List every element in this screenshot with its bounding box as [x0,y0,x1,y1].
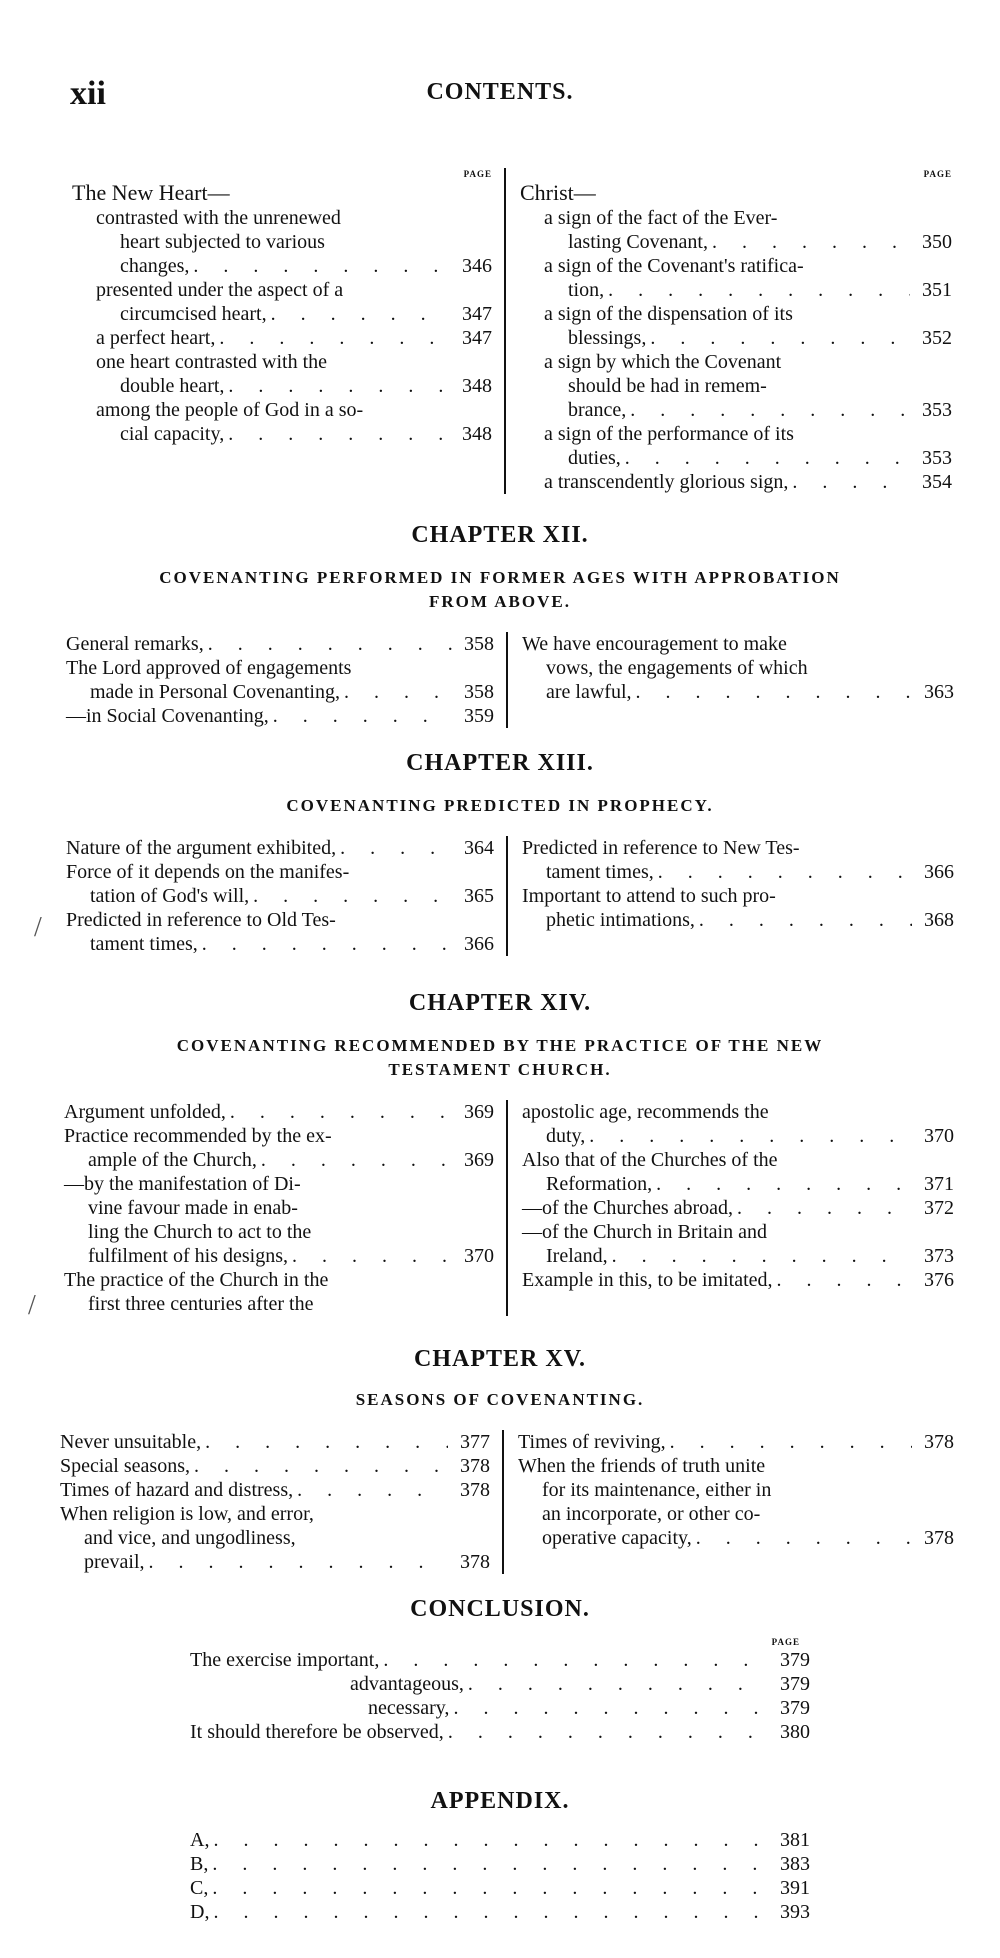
toc-entry-text: vows, the engagements of which [546,657,808,679]
toc-entry-text: Times of reviving, [518,1431,666,1453]
toc-entry-page: 363 [924,681,954,703]
toc-entry [522,836,954,884]
toc-entry-page: 353 [922,447,952,469]
toc-entry-line [64,1172,494,1196]
chapter-title: CHAPTER XIII. [406,750,594,776]
toc-entry-text: and vice, and ungodliness, [84,1527,296,1549]
toc-entry-text: duties, [568,447,621,469]
section-ch15 [60,1430,952,1574]
toc-entry-line [72,398,492,422]
toc-entry [66,860,494,908]
toc-entry-line [520,350,952,374]
toc-entry-text: heart subjected to various [120,231,325,253]
toc-entry-text: Nature of the argument exhibited, [66,837,337,859]
toc-entry-page: 378 [460,1551,490,1573]
toc-entry-text: circumcised heart, [120,303,267,325]
chapter-subtitle: FROM ABOVE. [429,592,571,611]
toc-entry-line [66,704,494,728]
toc-entry-line [522,656,954,680]
toc-entry-line [72,230,492,254]
ch12-right-column [506,632,954,728]
toc-entry-page: 347 [462,303,492,325]
appendix-list [190,1828,810,1924]
toc-entry-text: a sign of the Covenant's ratifica- [544,255,804,277]
toc-entry-line [64,1196,494,1220]
margin-mark: / [28,1290,36,1321]
chapter-title: CHAPTER XV. [414,1346,586,1372]
toc-entry-line [518,1502,954,1526]
toc-entry-line [60,1478,490,1502]
toc-entry-line [522,1244,954,1268]
toc-entry-line [520,230,952,254]
entry-list [66,632,494,728]
toc-entry-text: tament times, [546,861,654,883]
toc-entry-text: vine favour made in enab- [88,1197,298,1219]
chapter-subtitle: COVENANTING PERFORMED IN FORMER AGES WITH APPROBATION [159,568,841,587]
entry-list [522,632,954,704]
toc-entry-line [66,680,494,704]
appendix-item: B, . . . 383 [190,1852,810,1876]
toc-entry-line [522,1268,954,1292]
toc-entry-line [520,398,952,422]
toc-entry-line [520,326,952,350]
toc-entry-line [60,1502,490,1526]
toc-entry [520,422,952,470]
toc-entry-line [72,350,492,374]
toc-entry-text: should be had in remem- [568,375,767,397]
toc-entry-page: 358 [464,633,494,655]
entry-list [518,1430,954,1550]
toc-entry-line [522,836,954,860]
entry-list [64,1100,494,1316]
toc-entry-line [72,302,492,326]
toc-entry-line [522,1172,954,1196]
toc-entry-page: 364 [464,837,494,859]
toc-entry-line [60,1454,490,1478]
toc-entry-page: 359 [464,705,494,727]
toc-entry-page: 350 [922,231,952,253]
toc-entry [64,1268,494,1316]
ch12-left-column [66,632,506,728]
toc-entry-text: ample of the Church, [88,1149,257,1171]
toc-entry-text: —of the Churches abroad, [522,1197,734,1219]
conclusion-item: advantageous, . . . 379 [190,1672,810,1696]
toc-entry-text: made in Personal Covenanting, [90,681,340,703]
toc-entry [66,908,494,956]
toc-entry-text: first three centuries after the [88,1293,314,1315]
toc-entry [66,836,494,860]
toc-entry-line [520,470,952,494]
toc-entry-text: tation of God's will, [90,885,250,907]
toc-entry-text: among the people of God in a so- [96,399,364,421]
top-left-column [72,168,504,494]
toc-entry [522,1196,954,1220]
toc-entry-text: a perfect heart, [96,327,216,349]
appendix-title: APPENDIX. [430,1788,570,1814]
toc-entry-line [520,254,952,278]
toc-entry-line [64,1292,494,1316]
toc-entry-text: —in Social Covenanting, [66,705,269,727]
toc-entry [522,1148,954,1196]
appendix-item: A, . . . 381 [190,1828,810,1852]
toc-entry-text: one heart contrasted with the [96,351,328,373]
page-column-label: PAGE [771,1637,800,1647]
section-ch13 [66,836,952,956]
toc-entry-line [518,1430,954,1454]
toc-entry-text: prevail, [84,1551,145,1573]
entry-heading: Christ— [520,180,596,205]
toc-entry-text: Also that of the Churches of the [522,1149,778,1171]
toc-entry-line [72,422,492,446]
toc-entry-text: are lawful, [546,681,632,703]
toc-entry [72,350,492,398]
toc-entry-page: 369 [464,1149,494,1171]
toc-entry-text: tion, [568,279,605,301]
toc-entry-text: a sign of the dispensation of its [544,303,793,325]
toc-entry-line [518,1478,954,1502]
conclusion-item: The exercise important, . . . 379 [190,1648,810,1672]
toc-entry-page: 366 [924,861,954,883]
page-header [60,75,940,115]
toc-entry-text: Example in this, to be imitated, [522,1269,773,1291]
toc-entry-line [518,1526,954,1550]
toc-entry-text: ling the Church to act to the [88,1221,312,1243]
section-top [72,168,952,494]
toc-entry-page: 377 [460,1431,490,1453]
toc-entry-line [522,1148,954,1172]
toc-entry-text: Never unsuitable, [60,1431,202,1453]
toc-entry-line [72,278,492,302]
toc-entry-text: Times of hazard and distress, [60,1479,294,1501]
toc-entry-text: a sign of the fact of the Ever- [544,207,778,229]
toc-entry-text: Practice recommended by the ex- [64,1125,332,1147]
toc-entry-line [520,446,952,470]
page-folio: xii [70,75,106,112]
toc-entry [518,1430,954,1454]
toc-entry [520,470,952,494]
toc-entry-text: The practice of the Church in the [64,1269,329,1291]
toc-entry [60,1478,490,1502]
toc-entry-text: General remarks, [66,633,204,655]
toc-entry-line [66,884,494,908]
margin-mark: / [34,912,42,943]
toc-entry-line [522,1220,954,1244]
toc-entry-text: tament times, [90,933,198,955]
toc-entry-line [520,302,952,326]
toc-entry-text: lasting Covenant, [568,231,708,253]
chapter-title: CHAPTER XIV. [408,990,592,1016]
toc-entry-text: —by the manifestation of Di- [64,1173,301,1195]
toc-entry [522,632,954,704]
toc-entry-line [522,1124,954,1148]
toc-entry-text: a sign of the performance of its [544,423,794,445]
entry-list [66,836,494,956]
chapter-subtitle: TESTAMENT CHURCH. [388,1060,612,1079]
toc-entry-line [520,278,952,302]
conclusion-item: It should therefore be observed, . . . 380 [190,1720,810,1744]
toc-entry-page: 346 [462,255,492,277]
toc-entry [66,632,494,656]
conclusion-item: necessary, . . . 379 [190,1696,810,1720]
toc-entry-text: brance, [568,399,627,421]
toc-entry-line [60,1550,490,1574]
toc-entry-page: 347 [462,327,492,349]
entry-heading: The New Heart— [72,180,230,205]
section-ch14 [64,1100,952,1316]
toc-entry-page: 352 [922,327,952,349]
toc-entry-text: contrasted with the unrenewed [96,207,341,229]
section-ch12 [66,632,952,728]
ch15-right-column [502,1430,954,1574]
toc-entry-text: operative capacity, [542,1527,692,1549]
toc-entry-line [522,632,954,656]
toc-entry-line [522,1100,954,1124]
toc-entry [72,398,492,446]
toc-entry-page: 370 [924,1125,954,1147]
ch13-right-column [506,836,954,956]
chapter-title: CHAPTER XII. [411,522,589,548]
ch14-right-column [506,1100,954,1316]
ch13-left-column [66,836,506,956]
toc-entry-line [522,1196,954,1220]
conclusion-list [190,1636,810,1744]
page-column-label: PAGE [463,169,492,179]
toc-entry-text: duty, [546,1125,586,1147]
toc-entry-line [66,836,494,860]
toc-entry [518,1454,954,1550]
toc-entry-text: —of the Church in Britain and [522,1221,767,1243]
chapter-subtitle: COVENANTING RECOMMENDED BY THE PRACTICE OF THE NEW [176,1036,824,1055]
toc-entry [522,884,954,932]
toc-entry-line [522,908,954,932]
ch15-left-column [60,1430,502,1574]
toc-entry-text: double heart, [120,375,225,397]
toc-entry-line [522,860,954,884]
toc-entry [64,1172,494,1268]
toc-entry-text: apostolic age, recommends the [522,1101,769,1123]
toc-entry [520,302,952,350]
entry-list [520,206,952,494]
toc-entry-line [72,254,492,278]
toc-entry-text: an incorporate, or other co- [542,1503,761,1525]
toc-entry-line [60,1430,490,1454]
toc-entry [64,1100,494,1124]
ch14-left-column [64,1100,506,1316]
toc-entry-text: Special seasons, [60,1455,190,1477]
toc-entry-page: 348 [462,375,492,397]
toc-entry-line [72,374,492,398]
toc-entry [66,656,494,704]
conclusion-title: CONCLUSION. [410,1596,590,1622]
toc-entry-text: Important to attend to such pro- [522,885,776,907]
toc-entry-page: 358 [464,681,494,703]
toc-entry-line [66,632,494,656]
page-column-label: PAGE [923,169,952,179]
toc-entry [522,1100,954,1148]
toc-entry [64,1124,494,1172]
toc-entry-text: Ireland, [546,1245,608,1267]
appendix-item: C, . . . 391 [190,1876,810,1900]
toc-entry-line [64,1124,494,1148]
toc-entry-page: 378 [924,1431,954,1453]
toc-entry-line [520,422,952,446]
toc-entry-text: a transcendently glorious sign, [544,471,789,493]
toc-entry [60,1454,490,1478]
toc-entry-page: 368 [924,909,954,931]
chapter-subtitle: SEASONS OF COVENANTING. [355,1390,645,1409]
toc-entry-line [64,1268,494,1292]
toc-entry-page: 372 [924,1197,954,1219]
toc-entry-text: When the friends of truth unite [518,1455,766,1477]
toc-entry [72,326,492,350]
toc-entry-text: We have encouragement to make [522,633,787,655]
toc-entry-line [518,1454,954,1478]
toc-entry-page: 348 [462,423,492,445]
toc-entry-page: 378 [924,1527,954,1549]
toc-entry-line [72,326,492,350]
entry-list [72,206,492,446]
entry-list [522,836,954,932]
toc-entry-text: phetic intimations, [546,909,695,931]
toc-entry-text: Force of it depends on the manifes- [66,861,350,883]
toc-entry-page: 366 [464,933,494,955]
chapter-subtitle: COVENANTING PREDICTED IN PROPHECY. [286,796,714,815]
toc-entry-line [522,884,954,908]
toc-entry [72,206,492,278]
toc-entry [520,350,952,422]
toc-entry-text: for its maintenance, either in [542,1479,772,1501]
toc-entry [72,278,492,326]
toc-entry-line [66,860,494,884]
toc-entry [520,206,952,254]
toc-entry-page: 354 [922,471,952,493]
toc-entry [60,1502,490,1574]
toc-entry-line [520,374,952,398]
toc-entry-line [64,1244,494,1268]
toc-entry-page: 351 [922,279,952,301]
toc-entry-text: a sign by which the Covenant [544,351,782,373]
toc-entry [520,254,952,302]
toc-entry-line [66,656,494,680]
toc-entry-text: presented under the aspect of a [96,279,344,301]
toc-entry-line [66,932,494,956]
toc-entry-text: Predicted in reference to New Tes- [522,837,800,859]
toc-entry-line [66,908,494,932]
toc-entry-page: 376 [924,1269,954,1291]
toc-entry-line [60,1526,490,1550]
running-head: CONTENTS. [426,79,574,105]
entry-list [60,1430,490,1574]
toc-entry-line [64,1220,494,1244]
toc-entry-line [64,1148,494,1172]
toc-entry-line [72,206,492,230]
toc-entry-text: Argument unfolded, [64,1101,226,1123]
toc-entry-text: blessings, [568,327,647,349]
toc-entry-page: 371 [924,1173,954,1195]
toc-entry-page: 365 [464,885,494,907]
toc-entry [522,1220,954,1268]
toc-entry-text: Predicted in reference to Old Tes- [66,909,336,931]
toc-entry-page: 369 [464,1101,494,1123]
toc-entry-page: 353 [922,399,952,421]
toc-entry-line [64,1100,494,1124]
toc-entry-line [522,680,954,704]
toc-entry [66,704,494,728]
toc-entry [60,1430,490,1454]
toc-entry-page: 378 [460,1455,490,1477]
toc-entry-text: fulfilment of his designs, [88,1245,288,1267]
toc-entry-text: When religion is low, and error, [60,1503,314,1525]
toc-entry-text: changes, [120,255,190,277]
toc-entry-text: The Lord approved of engagements [66,657,352,679]
toc-entry-page: 378 [460,1479,490,1501]
toc-entry-page: 373 [924,1245,954,1267]
toc-entry-text: Reformation, [546,1173,653,1195]
toc-entry-line [520,206,952,230]
toc-entry-page: 370 [464,1245,494,1267]
toc-entry [522,1268,954,1292]
toc-entry-text: cial capacity, [120,423,225,445]
entry-list [522,1100,954,1292]
top-right-column [504,168,952,494]
appendix-item: D, . . . 393 [190,1900,810,1924]
